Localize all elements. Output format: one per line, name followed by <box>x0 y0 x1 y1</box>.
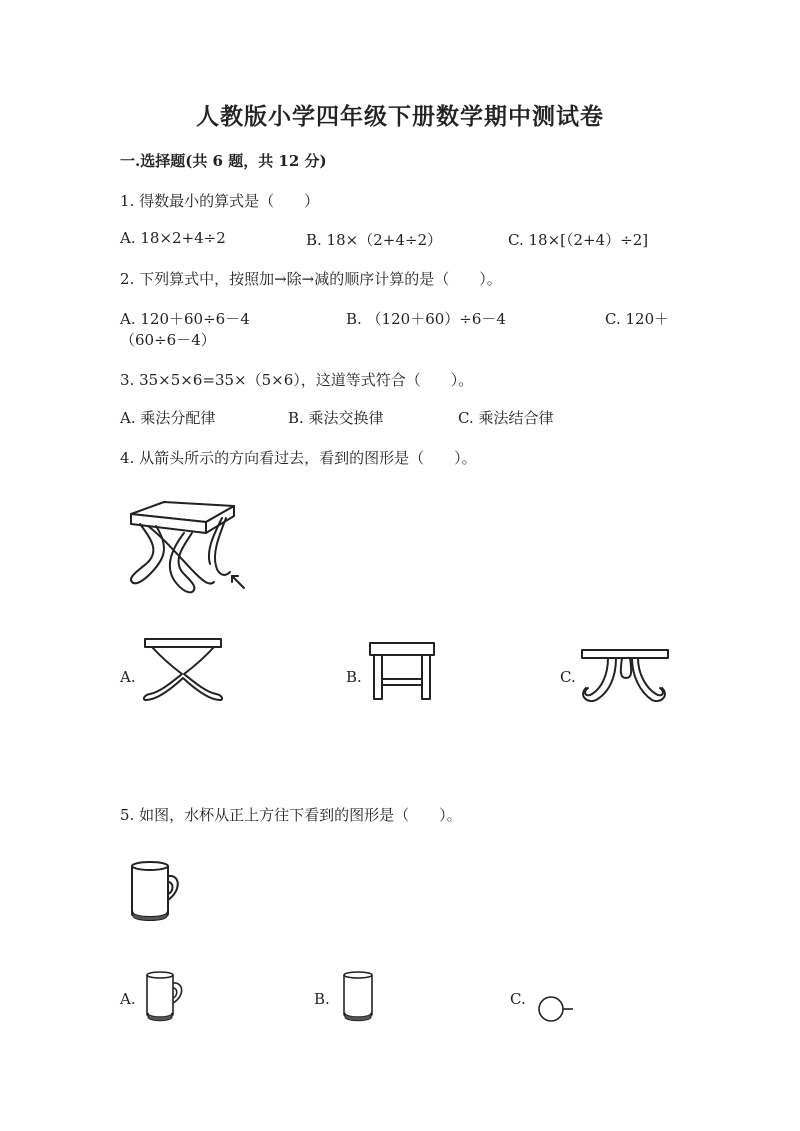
question-5-option-a-label: A. <box>120 990 136 1008</box>
cup-view-option-a <box>144 970 188 1024</box>
question-3-option-a: A. 乘法分配律 <box>120 409 216 427</box>
question-3-option-b: B. 乘法交换律 <box>288 409 384 427</box>
question-2-option-a: A. 120＋60÷6－4 <box>120 310 250 328</box>
question-4-option-b-label: B. <box>346 668 362 686</box>
question-2-option-c: C. 120＋ <box>605 310 670 328</box>
question-3-option-c: C. 乘法结合律 <box>458 409 554 427</box>
question-4-stem: 4. 从箭头所示的方向看过去，看到的图形是（ ）。 <box>120 449 477 467</box>
question-2-stem: 2. 下列算式中，按照加→除→减的顺序计算的是（ ）。 <box>120 270 502 288</box>
page-title: 人教版小学四年级下册数学期中测试卷 <box>196 103 604 130</box>
section-heading: 一.选择题(共 6 题，共 12 分) <box>120 152 327 170</box>
question-1-option-b: B. 18×（2+4÷2） <box>306 231 442 249</box>
question-1-option-c: C. 18×[（2+4）÷2] <box>508 231 649 249</box>
cup-view-option-b <box>340 970 376 1024</box>
question-5-stem: 5. 如图，水杯从正上方往下看到的图形是（ ）。 <box>120 806 462 824</box>
stool-view-option-b <box>368 641 436 703</box>
question-2-option-c-continued: （60÷6－4） <box>120 331 216 349</box>
cup-illustration <box>128 860 184 924</box>
stool-view-option-c <box>580 648 670 704</box>
question-5-option-b-label: B. <box>314 990 330 1008</box>
cup-view-option-c <box>536 994 576 1024</box>
question-3-stem: 3. 35×5×6=35×（5×6），这道等式符合（ ）。 <box>120 371 474 389</box>
question-4-option-a-label: A. <box>120 668 136 686</box>
stool-3d-illustration <box>126 500 256 596</box>
question-2-option-b: B. （120＋60）÷6－4 <box>346 310 506 328</box>
stool-view-option-a <box>142 636 224 702</box>
question-1-option-a: A. 18×2+4÷2 <box>120 229 226 247</box>
question-5-option-c-label: C. <box>510 990 526 1008</box>
question-4-option-c-label: C. <box>560 668 576 686</box>
question-1-stem: 1. 得数最小的算式是（ ） <box>120 192 320 210</box>
